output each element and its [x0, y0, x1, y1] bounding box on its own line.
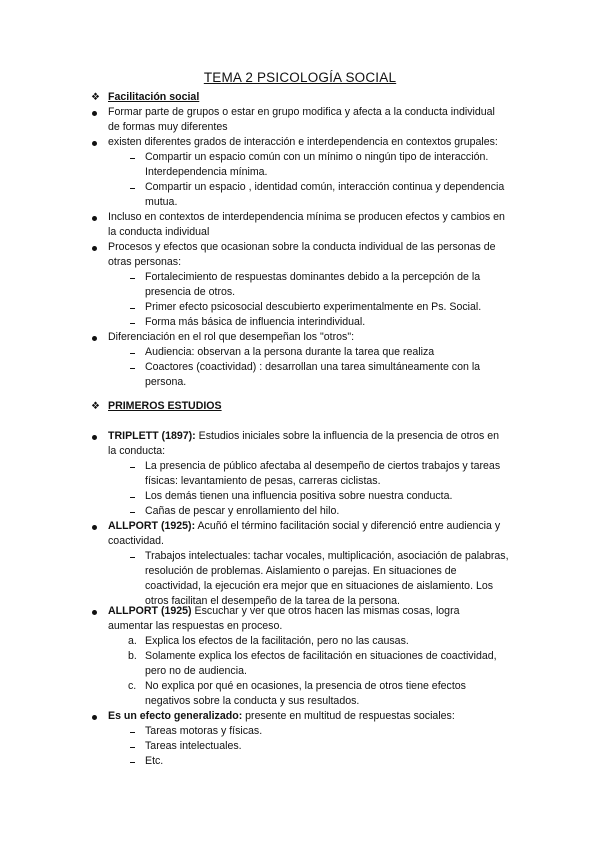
bullet-icon [92, 715, 97, 720]
sub-item-line: Tareas motoras y físicas. [145, 725, 263, 737]
paragraph-line: coactividad. [108, 535, 164, 547]
dash-bullet-icon [130, 467, 135, 468]
diamond-bullet-icon: ❖ [91, 92, 100, 103]
sub-item-line: Compartir un espacio , identidad común, interacción continua y dependencia [145, 181, 505, 193]
sub-item-line: presencia de otros. [145, 286, 236, 298]
sub-item-line: Trabajos intelectuales: tachar vocales, multiplicación, asociación de palabras, [145, 550, 509, 562]
paragraph-line: Incluso en contextos de interdependencia mínima se producen efectos y cambios en [108, 211, 505, 223]
list-marker: c. [128, 680, 137, 692]
sub-item-line: Audiencia: observan a la persona durante la tarea que realiza [145, 346, 435, 358]
dash-bullet-icon [130, 512, 135, 513]
sub-item-line: Etc. [145, 755, 164, 767]
dash-bullet-icon [130, 188, 135, 189]
sub-item-line: Forma más básica de influencia interindividual. [145, 316, 366, 328]
sub-item-line: Solamente explica los efectos de facilitación en situaciones de coactividad, [145, 650, 497, 662]
dash-bullet-icon [130, 762, 135, 763]
bullet-icon [92, 246, 97, 251]
dash-bullet-icon [130, 158, 135, 159]
list-marker: a. [128, 635, 137, 647]
paragraph-line: aumentar las respuestas en proceso. [108, 620, 283, 632]
sub-item-line: Interdependencia mínima. [145, 166, 268, 178]
paragraph-line: Es un efecto generalizado: presente en multitud de respuestas sociales: [108, 710, 455, 722]
paragraph-line: ALLPORT (1925): Acuñó el término facilitación social y diferenció entre audiencia y [108, 520, 501, 532]
bullet-icon [92, 610, 97, 615]
sub-item-line: Explica los efectos de la facilitación, pero no las causas. [145, 635, 409, 647]
page-title: TEMA 2 PSICOLOGÍA SOCIAL [203, 70, 397, 85]
dash-bullet-icon [130, 732, 135, 733]
paragraph-line: TRIPLETT (1897): Estudios iniciales sobre la influencia de la presencia de otros en [108, 430, 499, 442]
study-name-allport: ALLPORT (1925) [108, 605, 192, 617]
sub-item-line: físicas: levantamiento de pesas, carreras ciclistas. [145, 475, 381, 487]
sub-item-line: coactividad, la ejecución era mejor que en situaciones de aislamiento. Los [145, 580, 494, 592]
dash-bullet-icon [130, 353, 135, 354]
sub-item-line: resolución de problemas. Aislamiento o parejas. En situaciones de [145, 565, 457, 577]
dash-bullet-icon [130, 323, 135, 324]
sub-item-line: Coactores (coactividad) : desarrollan una tarea simultáneamente con la [145, 361, 481, 373]
dash-bullet-icon [130, 278, 135, 279]
sub-item-line: Compartir un espacio común con un mínimo o ningún tipo de interacción. [145, 151, 489, 163]
dash-bullet-icon [130, 497, 135, 498]
sub-item-line: Fortalecimiento de respuestas dominantes debido a la percepción de la [145, 271, 481, 283]
paragraph-line: existen diferentes grados de interacción e interdependencia en contextos grupales: [108, 136, 498, 148]
sub-item-line: otros facilitan el desempeño de la tarea de la persona. [145, 595, 401, 607]
sub-item-line: Los demás tienen una influencia positiva sobre nuestra conducta. [145, 490, 453, 502]
sub-item-line: persona. [145, 376, 187, 388]
study-name-triplett: TRIPLETT (1897): [108, 430, 196, 442]
bullet-icon [92, 435, 97, 440]
paragraph-line: Procesos y efectos que ocasionan sobre la conducta individual de las personas de [108, 241, 496, 253]
paragraph-line: ALLPORT (1925) Escuchar y ver que otros hacen las mismas cosas, logra [108, 605, 460, 617]
dash-bullet-icon [130, 308, 135, 309]
dash-bullet-icon [130, 557, 135, 558]
sub-item-line: Cañas de pescar y enrollamiento del hilo. [145, 505, 340, 517]
sub-item-line: mutua. [145, 196, 178, 208]
sub-item-line: pero no de audiencia. [145, 665, 247, 677]
paragraph-line: la conducta: [108, 445, 166, 457]
bullet-icon [92, 141, 97, 146]
bullet-icon [92, 525, 97, 530]
section-heading-facilitacion: Facilitación social [108, 91, 200, 103]
list-marker: b. [128, 650, 137, 662]
dash-bullet-icon [130, 747, 135, 748]
sub-item-line: La presencia de público afectaba al desempeño de ciertos trabajos y tareas [145, 460, 501, 472]
bullet-icon [92, 216, 97, 221]
sub-item-line: negativos sobre la conducta y sus resultados. [145, 695, 360, 707]
dash-bullet-icon [130, 368, 135, 369]
effect-generalizado-label: Es un efecto generalizado: [108, 710, 243, 722]
section-heading-primeros-estudios: PRIMEROS ESTUDIOS [108, 400, 222, 412]
diamond-bullet-icon: ❖ [91, 401, 100, 412]
bullet-icon [92, 111, 97, 116]
paragraph-line: Formar parte de grupos o estar en grupo modifica y afecta a la conducta individual [108, 106, 495, 118]
paragraph-line: la conducta individual [108, 226, 210, 238]
paragraph-line: Diferenciación en el rol que desempeñan los "otros": [108, 331, 355, 343]
sub-item-line: Primer efecto psicosocial descubierto experimentalmente en Ps. Social. [145, 301, 482, 313]
sub-item-line: Tareas intelectuales. [145, 740, 242, 752]
paragraph-line: otras personas: [108, 256, 182, 268]
paragraph-line: de formas muy diferentes [108, 121, 228, 133]
sub-item-line: No explica por qué en ocasiones, la presencia de otros tiene efectos [145, 680, 466, 692]
bullet-icon [92, 336, 97, 341]
study-name-allport: ALLPORT (1925): [108, 520, 196, 532]
